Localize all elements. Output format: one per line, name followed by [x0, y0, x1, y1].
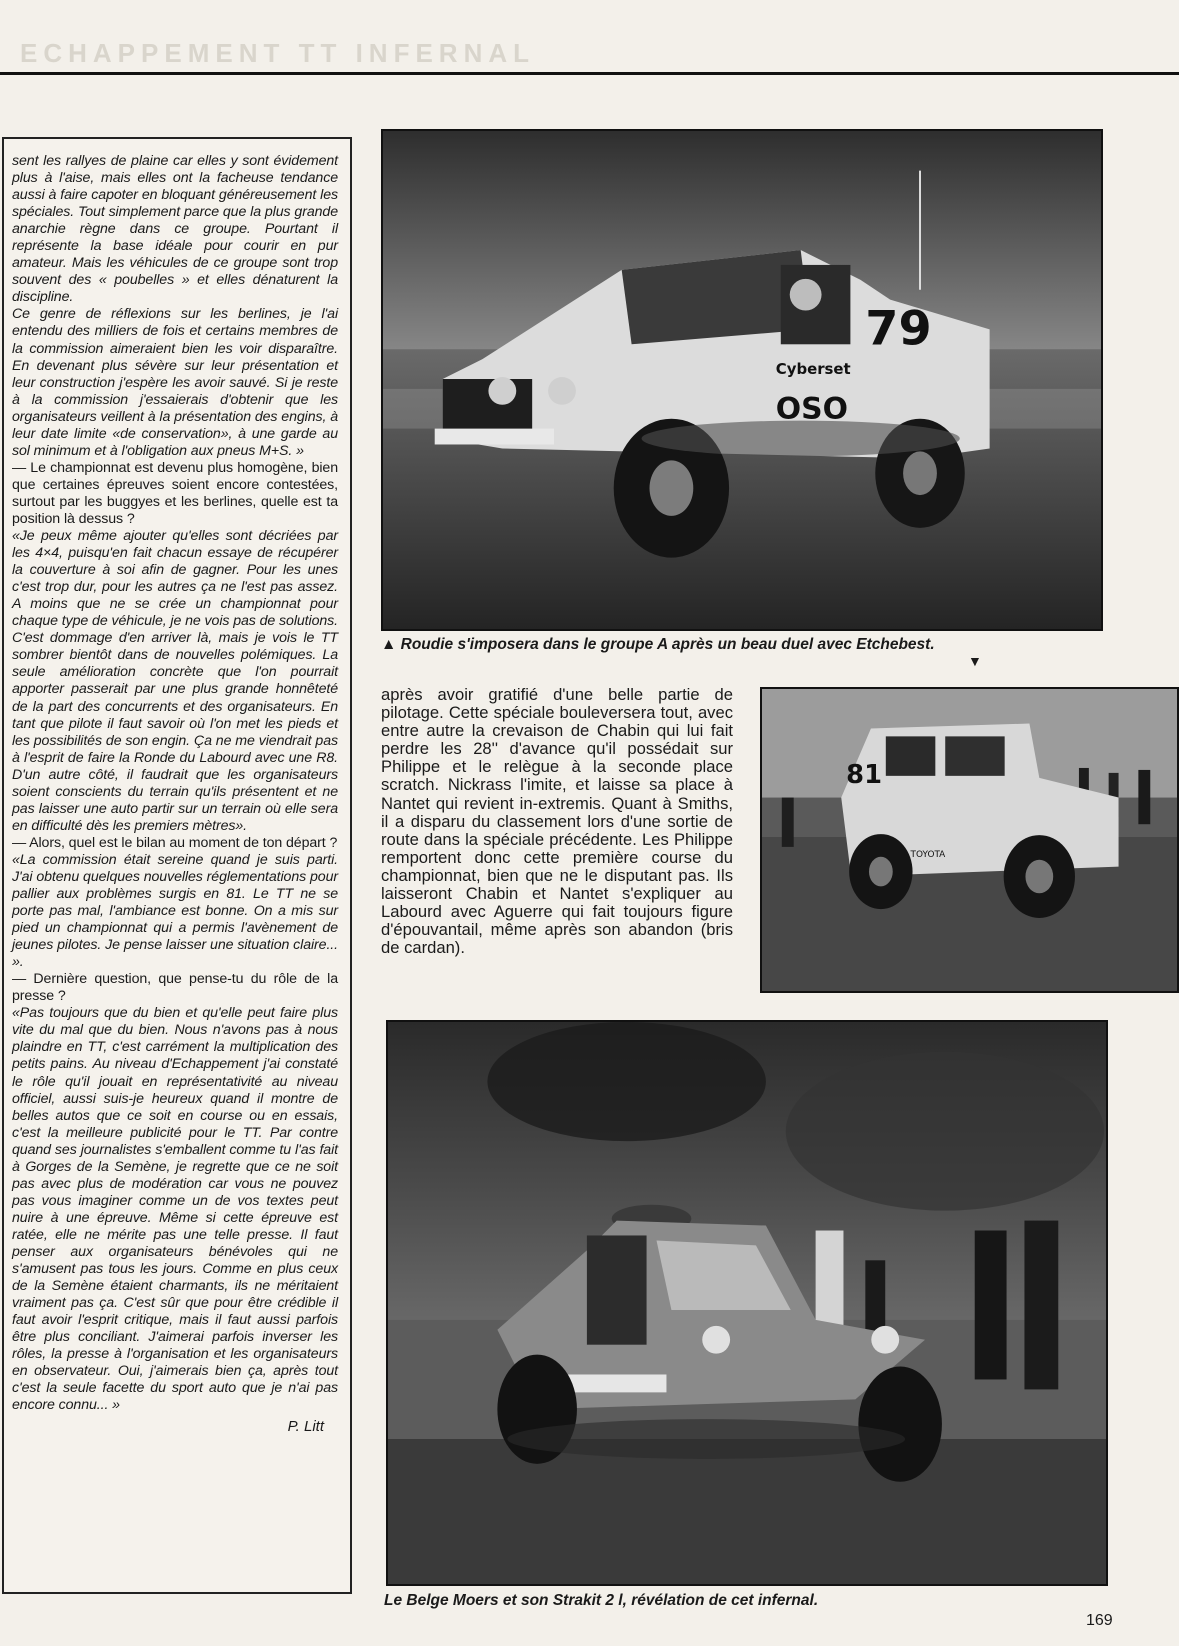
page-number: 169: [1086, 1612, 1113, 1629]
sidebar-paragraph: Ce genre de réflexions sur les berlines, je l'ai entendu des milliers de fois et certains membres de la commission aimeraient bien les voir disparaître. En devenant plus sévère sur leur présentation et leur construction j'espère les avoir sauvé. Si je reste à la commission j'essaierais d'obtenir que les organisateurs veillent à la présentation des engins, à leur date limite «de conservation», à une garde au sol minimum et à l'obligation aux pneus M+S. »: [12, 306, 338, 459]
sidebar-paragraph: «Je peux même ajouter qu'elles sont décriées par les 4×4, puisqu'en fait chacun essaye de récupérer la couverture à soi afin de gagner. Pour les unes c'est trop dur, pour les autres ça ne l'est pas assez. A moins que ne se crée un championnat pour chaque type de véhicule, je ne vois pas de solutions. C'est dommage d'en arriver là, mais je vois le TT sombrer bientôt dans de nouvelles polémiques. La seule amélioration concrète que l'on pourrait apporter passerait par une plus grande honnêteté de la part des concurrents et des organisateurs. En tant que pilote il faut savoir où l'on met les pieds et les possibilités de son engin. Ça ne me viendrait pas à l'esprit de faire la Ronde du Labourd avec une R8. D'un autre côté, il faudrait que les organisateurs soient conscients du terrain qu'ils présentent et ne pas laisser une auto partir sur un terrain où elle sera en difficulté dès les premiers mètres».: [12, 528, 338, 834]
photo-toyota-81: [760, 687, 1179, 993]
photo1-caption: ▲ Roudie s'imposera dans le groupe A après un beau duel avec Etchebest.: [381, 636, 935, 653]
photo3-caption: Le Belge Moers et son Strakit 2 l, révélation de cet infernal.: [384, 1592, 819, 1609]
race-number-79: 79: [865, 301, 932, 357]
article-text: [381, 686, 733, 1002]
top-rule: [0, 72, 1179, 75]
photo-mercedes-79-drawing: [383, 131, 1101, 629]
sidebar-paragraph: «Pas toujours que du bien et qu'elle peut faire plus vite du mal que du bien. Nous n'avons pas à nous plaindre en TT, c'est carrément la multiplication des petits pains. Au niveau d'Echappement j'ai constaté le rôle qu'il jouait en représentativité au niveau officiel, aussi suis-je heureux quand il montre de belles autos que ce soit en course ou en essais, c'est la meilleure publicité pour le TT. Par contre quand ses journalistes s'emballent comme tu l'as fait à Gorges de la Semène, je regrette que ce ne soit pas avec plus de modération car vous ne pouvez pas vous imaginer comme un de vos textes peut nuire à une épreuve. Même si cette épreuve est ratée, elle ne mérite pas une telle presse. Il faut penser aux organisateurs bénévoles qui ne s'amusent pas tous les jours. Comme en plus ceux de la Semène étaient charmants, ils ne méritaient vraiment pas ça. C'est sûr que pour être crédible il faut avoir l'esprit critique, mais il faut aussi parfois être plus conciliant. J'aimerai parfois inverser les rôles, la presse à l'organisation et les organisateurs en observateur. Oui, j'aimerais bien ça, après tout c'est la seule facette du sport auto que je n'ai pas encore connu... »: [12, 1005, 338, 1414]
photo-mercedes-79: [381, 129, 1103, 631]
sidebar-paragraph: «La commission était sereine quand je suis parti. J'ai obtenu quelques nouvelles réglementations pour pallier aux problèmes surgis en 81. Le TT ne se porte pas mal, l'ambiance est bonne. On a mis sur pied un championnat qui a permis l'avènement de jeunes pilotes. Je pense laisser une situation claire... ».: [12, 851, 338, 971]
photo-toyota-81-drawing: [762, 689, 1177, 991]
sidebar-paragraph: sent les rallyes de plaine car elles y sont évidement plus à l'aise, mais elles ont la facheuse tendance aussi à faire capoter en bloquant généreusement les spéciales. Tout simplement parce que la plus grande anarchie règne dans ce groupe. Pourtant il représente la base idéale pour courir en pur amateur. Mais les véhicules de ce groupe sont trop souvent des « poubelles » et elles dénaturent la discipline.: [12, 153, 338, 306]
sidebar-question: — Dernière question, que pense-tu du rôle de la presse ?: [12, 971, 338, 1005]
photo-strakit-buggy-drawing: [388, 1022, 1106, 1584]
article-paragraph: après avoir gratifié d'une belle partie de pilotage. Cette spéciale bouleversera tout, avec entre autre la crevaison de Chabin qui lui fait perdre les 28'' d'avance qu'il possédait sur Philippe et le relègue à la seconde place scratch. Nickrass l'imite, et laisse sa place à Nantet qui revient in-extremis. Quant à Smiths, il a disparu du classement lors d'une sortie de route dans la spéciale précédente. Les Philippe remportent donc cette première course du championnat, bien que ne le disputant pas. Ils laisseront Chabin et Nantet s'expliquer au Labourd avec Aguerre qui fait toujours figure d'épouvantail, même après son abandon (bris de cardan).: [381, 686, 733, 958]
toyota-brand: TOYOTA: [910, 849, 946, 860]
interview-sidebar: [2, 137, 352, 1594]
triangle-down-icon: ▼: [968, 653, 982, 669]
sidebar-question: — Le championnat est devenu plus homogène, bien que certaines épreuves soient encore contestées, surtout par les buggyes et les berlines, quelle est ta position là dessus ?: [12, 459, 338, 527]
faded-header-text: ECHAPPEMENT TT INFERNAL: [20, 38, 535, 66]
photo-strakit-buggy: [386, 1020, 1108, 1586]
sidebar-question: — Alors, quel est le bilan au moment de ton départ ?: [12, 834, 338, 851]
author-signature: P. Litt: [287, 1418, 324, 1436]
sponsor-oso: OSO: [775, 391, 848, 427]
sponsor-cyberset: Cyberset: [775, 360, 851, 379]
race-number-81: 81: [846, 759, 883, 790]
